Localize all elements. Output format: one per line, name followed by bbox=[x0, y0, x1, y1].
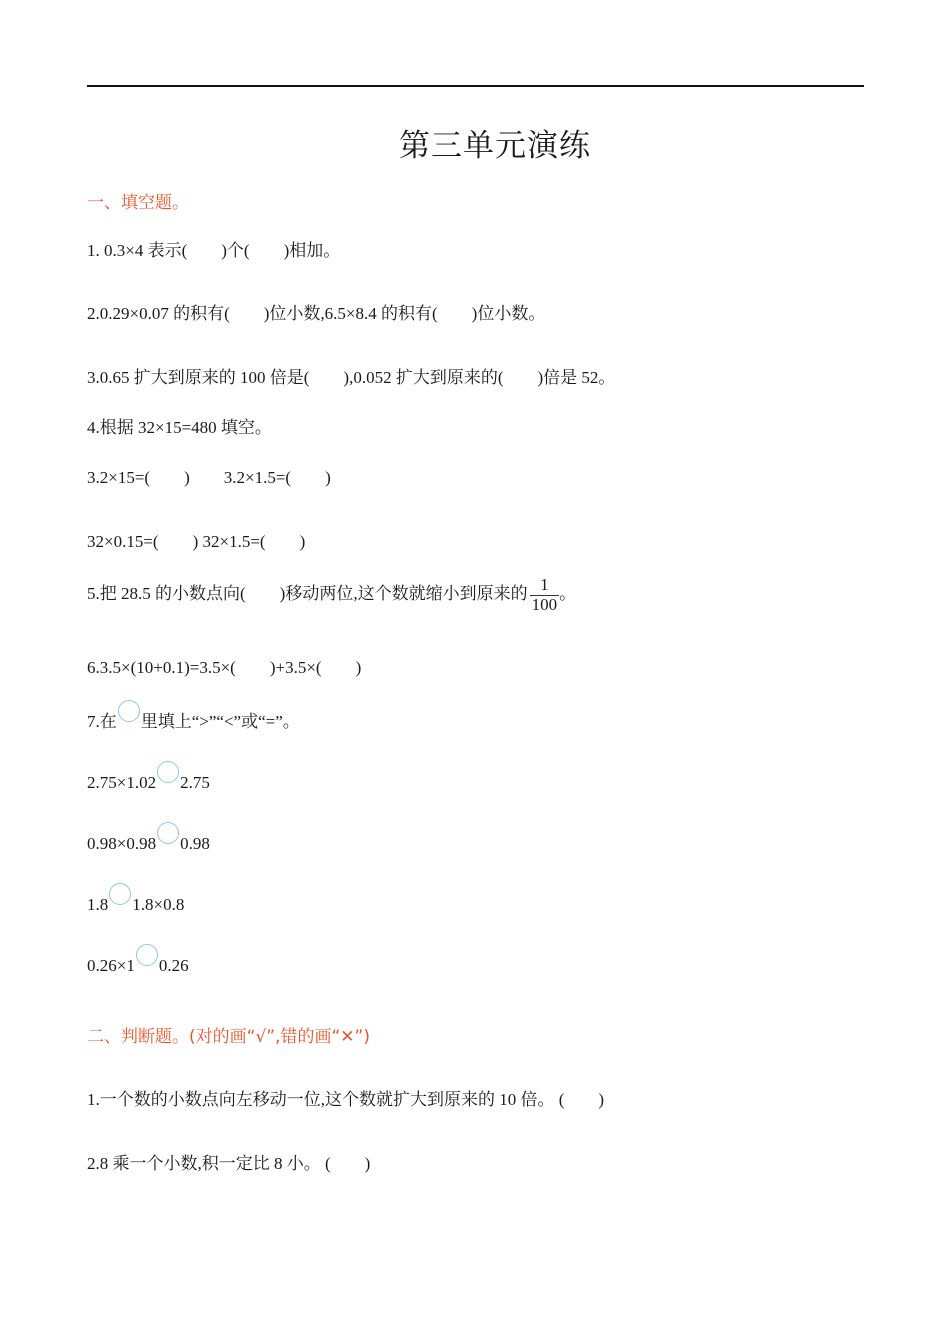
question-6: 6.3.5×(10+0.1)=3.5×( )+3.5×( ) bbox=[87, 658, 362, 677]
compare-left: 0.98×0.98 bbox=[87, 834, 157, 853]
compare-circle-blank[interactable] bbox=[136, 944, 158, 966]
question-3: 3.0.65 扩大到原来的 100 倍是( ),0.052 扩大到原来的( )倍是 52。 bbox=[87, 368, 616, 387]
compare-right: 0.98 bbox=[180, 834, 210, 853]
page-title: 第三单元演练 bbox=[399, 128, 591, 164]
question-7-text: 7.在 bbox=[87, 712, 117, 731]
top-rule bbox=[87, 85, 864, 87]
question-5 bbox=[87, 576, 576, 614]
question-4: 4.根据 32×15=480 填空。 bbox=[87, 418, 272, 437]
question-7 bbox=[87, 707, 300, 732]
circle-blank-icon bbox=[118, 700, 140, 722]
question-4b: 32×0.15=( ) 32×1.5=( ) bbox=[87, 532, 306, 551]
section-heading-true-false: 二、判断题。(对的画“√”,错的画“✕”) bbox=[87, 1027, 370, 1047]
compare-item bbox=[87, 891, 184, 915]
compare-left: 2.75×1.02 bbox=[87, 773, 157, 792]
compare-item bbox=[87, 830, 210, 854]
compare-circle-blank[interactable] bbox=[157, 761, 179, 783]
compare-left: 1.8 bbox=[87, 895, 109, 914]
question-7-instruction: 里填上“>”“<”或“=”。 bbox=[140, 712, 300, 731]
judge-question-2: 2.8 乘一个小数,积一定比 8 小。 ( ) bbox=[87, 1154, 371, 1173]
fraction-denominator: 100 bbox=[531, 594, 558, 614]
compare-right: 0.26 bbox=[158, 956, 189, 975]
fraction-numerator: 1 bbox=[530, 576, 560, 596]
question-4a: 3.2×15=( ) 3.2×1.5=( ) bbox=[87, 468, 331, 487]
compare-circle-blank[interactable] bbox=[157, 822, 179, 844]
compare-item bbox=[87, 769, 210, 793]
compare-circle-blank[interactable] bbox=[109, 883, 131, 905]
fraction bbox=[530, 576, 560, 614]
judge-question-1: 1.一个数的小数点向左移动一位,这个数就扩大到原来的 10 倍。 ( ) bbox=[87, 1090, 605, 1109]
question-5-end: 。 bbox=[559, 584, 577, 604]
question-1: 1. 0.3×4 表示( )个( )相加。 bbox=[87, 241, 341, 260]
question-2: 2.0.29×0.07 的积有( )位小数,6.5×8.4 的积有( )位小数。 bbox=[87, 304, 546, 323]
compare-item bbox=[87, 952, 189, 976]
section-heading-fill-blank: 一、填空题。 bbox=[87, 193, 189, 213]
compare-right: 2.75 bbox=[180, 773, 210, 792]
compare-left: 0.26×1 bbox=[87, 956, 135, 975]
compare-right: 1.8×0.8 bbox=[132, 895, 185, 914]
question-5-text: 5.把 28.5 的小数点向( )移动两位,这个数就缩小到原来的 bbox=[87, 584, 528, 604]
